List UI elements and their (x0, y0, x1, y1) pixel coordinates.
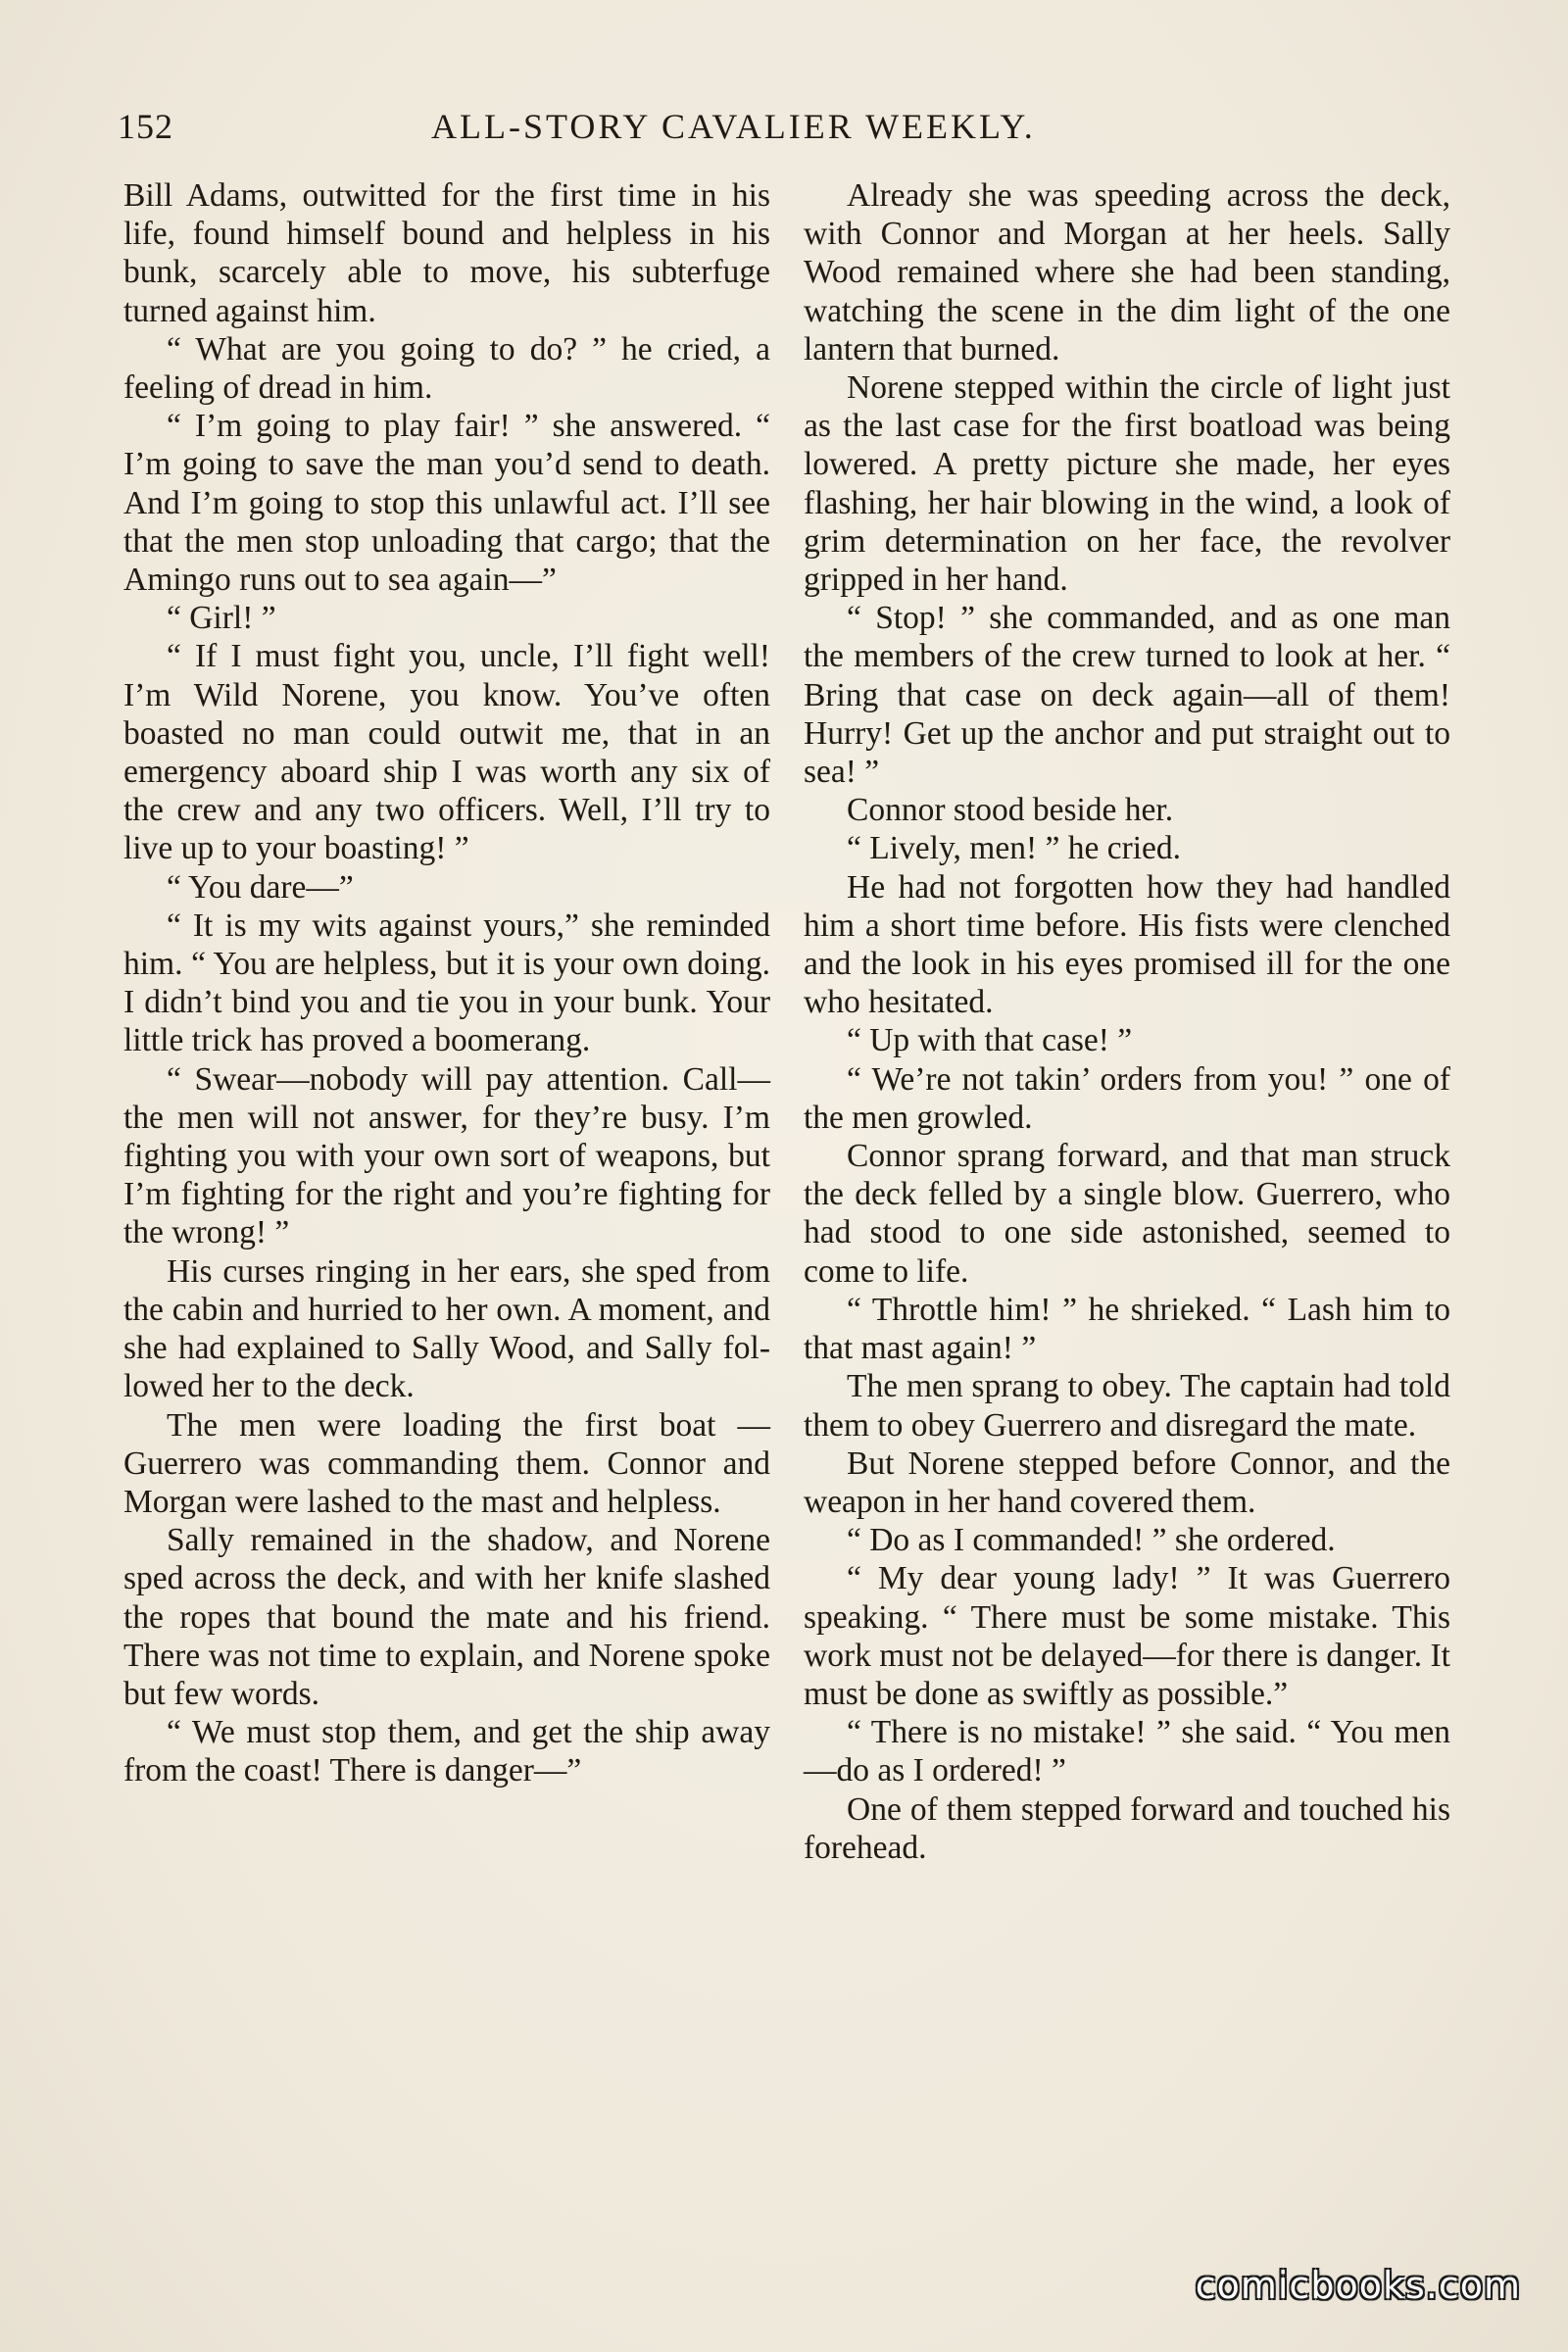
paragraph: The men sprang to obey. The captain had told them to obey Guerrero and disregard the mate. (804, 1368, 1450, 1444)
paragraph: “ My dear young lady! ” It was Guerrero speaking. “ There must be some mistake. This work must not be delayed—for there is danger. It must be done as swiftly as possible.” (804, 1560, 1450, 1712)
paragraph: Sally remained in the shadow, and Norene sped across the deck, and with her knife slashed the ropes that bound the mate and his friend. There was not time to explain, and Norene spoke but few words. (123, 1522, 770, 1712)
paragraph: “ Lively, men! ” he cried. (847, 830, 1182, 867)
page-number: 152 (118, 107, 173, 146)
paragraph: Connor sprang forward, and that man struck the deck felled by a single blow. Guerrero, who had stood to one side astonished, seemed to come to life. (804, 1138, 1450, 1290)
paragraph: He had not forgotten how they had handled him a short time before. His fists were clenched and the look in his eyes promised ill for the one who hesitated. (804, 868, 1450, 1021)
paragraph: “ We’re not takin’ orders from you! ” one of the men growled. (804, 1060, 1450, 1136)
paragraph: “ Up with that case! ” (847, 1022, 1133, 1059)
paragraph: Connor stood beside her. (847, 792, 1174, 829)
paragraph: “ Stop! ” she commanded, and as one man the members of the crew turned to look at her. “ Bring that case on deck again—all of them! Hurry! Get up the anchor and put straight out to sea! ” (804, 600, 1450, 791)
watermark: comicbooks.com (1195, 2264, 1521, 2307)
paragraph: “ Throttle him! ” he shrieked. “ Lash him to that mast again! ” (804, 1291, 1450, 1367)
paragraph: Already she was speeding across the deck, with Connor and Morgan at her heels. Sally Wood remained where she had been standing, watching the scene in the dim light of the one lantern that burned. (804, 177, 1450, 368)
paragraph: Norene stepped within the circle of light just as the last case for the first boatload was being lowered. A pretty picture she made, her eyes flashing, her hair blowing in the wind, a look of grim determination on her face, the revolver gripped in her hand. (804, 369, 1450, 599)
page-header (118, 98, 1460, 157)
left-column (123, 176, 770, 2234)
paragraph: “ Swear—nobody will pay attention. Call—the men will not answer, for they’re busy. I’m fighting you with your own sort of weapons, but I’m fighting for the right and you’re fighting for the wrong! ” (123, 1060, 770, 1251)
paragraph: His curses ringing in her ears, she sped from the cabin and hurried to her own. A moment, and she had explained to Sally Wood, and Sally followed her to the deck. (123, 1252, 770, 1405)
paragraph: “ You dare—” (167, 868, 354, 906)
paragraph: “ It is my wits against yours,” she reminded him. “ You are helpless, but it is your own doing. I didn’t bind you and tie you in your bunk. Your little trick has proved a boomerang. (123, 906, 770, 1059)
paragraph: “ I’m going to play fair! ” she answered. “ I’m going to save the man you’d send to death. And I’m going to stop this unlawful act. I’ll see that the men stop unloading that cargo; that the Amingo runs out to sea again—” (123, 408, 770, 599)
paragraph: One of them stepped forward and touched his forehead. (804, 1790, 1450, 1866)
paragraph: “ Do as I commanded! ” she ordered. (847, 1522, 1336, 1559)
paragraph: But Norene stepped before Connor, and the weapon in her hand covered them. (804, 1445, 1450, 1520)
paragraph: “ If I must fight you, uncle, I’ll fight well! I’m Wild Norene, you know. You’ve often boasted no man could outwit me, that in an emergency aboard ship I was worth any six of the crew and any two officers. Well, I’ll try to live up to your boasting! ” (123, 638, 770, 867)
paragraph: Bill Adams, outwitted for the first time in his life, found himself bound and helpless in his bunk, scarcely able to move, his subterfuge turned against him. (123, 177, 770, 329)
paragraph: “ Girl! ” (167, 600, 276, 637)
paragraph: The men were loading the first boat —Guerrero was commanding them. Connor and Morgan were lashed to the mast and helpless. (123, 1406, 770, 1520)
paragraph: “ We must stop them, and get the ship away from the coast! There is danger—” (123, 1714, 770, 1789)
paragraph: “ What are you going to do? ” he cried, a feeling of dread in him. (123, 330, 770, 407)
right-column (804, 176, 1450, 2234)
paragraph: “ There is no mistake! ” she said. “ You men—do as I ordered! ” (804, 1714, 1450, 1789)
running-head: ALL-STORY CAVALIER WEEKLY. (431, 107, 1036, 146)
